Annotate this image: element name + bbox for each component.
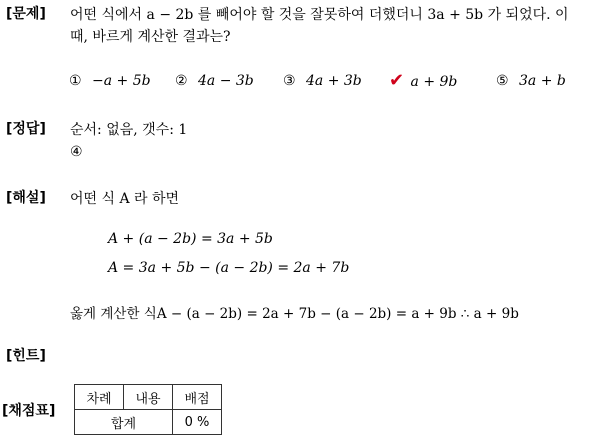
choice-2-marker: ② [175,73,188,89]
choice-4-expr: a + 9b [410,74,458,90]
explanation-conclusion: 옳게 계산한 식A − (a − 2b) = 2a + 7b − (a − 2b) = a + 9b ∴ a + 9b [70,306,519,322]
scoring-label: [채점표] [2,403,56,419]
check-mark-icon: ✔ [389,70,405,91]
choice-3[interactable] [283,73,362,89]
scoring-header-content: 내용 [124,385,173,410]
answer-order-count: 순서: 없음, 갯수: 1 [70,122,188,138]
scoring-total-value: 0 % [173,410,222,435]
choice-1-expr: −a + 5b [92,73,151,89]
problem-label: [문제] [6,6,46,22]
choice-5-marker: ⑤ [496,73,509,89]
scoring-header-row [75,385,222,410]
explanation-equation-1: A + (a − 2b) = 3a + 5b [108,231,273,247]
scoring-total-row [75,410,222,435]
hint-label: [힌트] [6,348,46,364]
scoring-table [74,384,222,435]
choice-5[interactable] [496,73,566,89]
choice-1[interactable] [69,73,151,89]
choice-1-marker: ① [69,73,82,89]
scoring-header-points: 배점 [173,385,222,410]
explanation-intro: 어떤 식 A 라 하면 [70,191,180,207]
explanation-equation-2: A = 3a + 5b − (a − 2b) = 2a + 7b [108,260,350,276]
choice-3-marker: ③ [283,73,296,89]
choice-2[interactable] [175,73,254,89]
explanation-label: [해설] [6,190,46,206]
choice-3-expr: 4a + 3b [306,73,362,89]
scoring-total-label: 합계 [75,410,173,435]
problem-text-line1: 어떤 식에서 a − 2b 를 빼어야 할 것을 잘못하여 더했더니 3a + 5b 가 되었다. 이 [70,7,569,23]
answer-label: [정답] [6,121,46,137]
answer-choice: ④ [70,144,83,160]
choice-5-expr: 3a + b [519,73,566,89]
choice-4[interactable] [389,70,457,91]
choice-2-expr: 4a − 3b [198,73,254,89]
scoring-header-order: 차례 [75,385,124,410]
problem-text-line2: 때, 바르게 계산한 결과는? [70,29,231,45]
